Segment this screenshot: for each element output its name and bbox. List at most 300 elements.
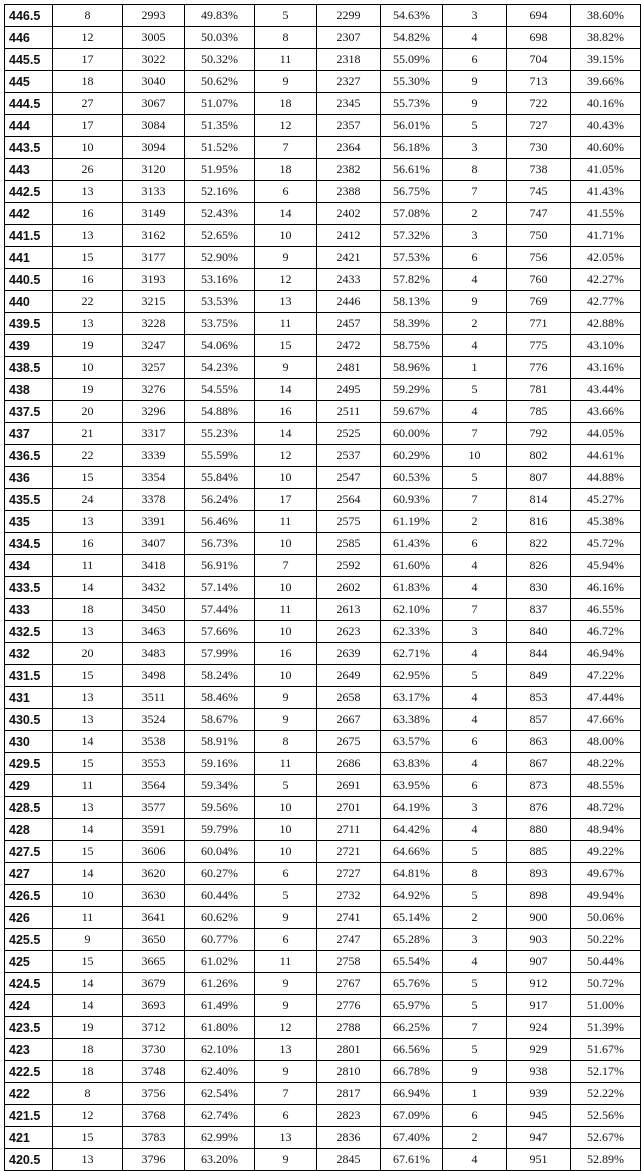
group-b-count-cell: 2: [443, 511, 507, 533]
group-a-count-cell: 10: [255, 621, 317, 643]
group-a-percent-cell: 55.73%: [381, 93, 443, 115]
table-row: [5, 731, 641, 753]
table-row: [5, 379, 641, 401]
table-row: [5, 1017, 641, 1039]
group-b-cumulative-cell: 876: [507, 797, 571, 819]
total-cumulative-cell: 3630: [123, 885, 185, 907]
table-row: [5, 1127, 641, 1149]
group-a-count-cell: 9: [255, 247, 317, 269]
score-cell: 443.5: [5, 137, 53, 159]
group-a-percent-cell: 66.94%: [381, 1083, 443, 1105]
score-cell: 440: [5, 291, 53, 313]
total-count-cell: 15: [53, 951, 123, 973]
group-b-count-cell: 3: [443, 137, 507, 159]
total-percent-cell: 51.35%: [185, 115, 255, 137]
score-cell: 431.5: [5, 665, 53, 687]
group-a-percent-cell: 64.66%: [381, 841, 443, 863]
total-percent-cell: 54.55%: [185, 379, 255, 401]
total-cumulative-cell: 3407: [123, 533, 185, 555]
group-a-cumulative-cell: 2741: [317, 907, 381, 929]
table-row: [5, 951, 641, 973]
table-row: [5, 225, 641, 247]
group-b-cumulative-cell: 785: [507, 401, 571, 423]
total-count-cell: 11: [53, 775, 123, 797]
group-b-count-cell: 5: [443, 115, 507, 137]
group-b-cumulative-cell: 738: [507, 159, 571, 181]
group-a-cumulative-cell: 2495: [317, 379, 381, 401]
total-percent-cell: 56.24%: [185, 489, 255, 511]
group-b-percent-cell: 51.39%: [571, 1017, 641, 1039]
score-cell: 439: [5, 335, 53, 357]
group-a-cumulative-cell: 2836: [317, 1127, 381, 1149]
group-b-count-cell: 5: [443, 379, 507, 401]
total-percent-cell: 49.83%: [185, 5, 255, 27]
group-a-count-cell: 9: [255, 995, 317, 1017]
group-a-cumulative-cell: 2845: [317, 1149, 381, 1171]
group-b-percent-cell: 45.94%: [571, 555, 641, 577]
total-percent-cell: 58.24%: [185, 665, 255, 687]
group-b-count-cell: 4: [443, 269, 507, 291]
group-b-percent-cell: 49.67%: [571, 863, 641, 885]
table-row: [5, 599, 641, 621]
table-row: [5, 335, 641, 357]
total-percent-cell: 57.14%: [185, 577, 255, 599]
group-a-count-cell: 11: [255, 951, 317, 973]
group-a-count-cell: 14: [255, 203, 317, 225]
total-cumulative-cell: 3620: [123, 863, 185, 885]
group-b-count-cell: 5: [443, 665, 507, 687]
score-cell: 426: [5, 907, 53, 929]
table-row: [5, 401, 641, 423]
group-b-count-cell: 5: [443, 1039, 507, 1061]
total-cumulative-cell: 2993: [123, 5, 185, 27]
table-row: [5, 49, 641, 71]
total-cumulative-cell: 3317: [123, 423, 185, 445]
group-a-count-cell: 9: [255, 709, 317, 731]
group-a-percent-cell: 55.09%: [381, 49, 443, 71]
score-cell: 431: [5, 687, 53, 709]
group-b-percent-cell: 41.43%: [571, 181, 641, 203]
total-percent-cell: 52.65%: [185, 225, 255, 247]
group-a-cumulative-cell: 2623: [317, 621, 381, 643]
group-b-percent-cell: 49.22%: [571, 841, 641, 863]
total-cumulative-cell: 3511: [123, 687, 185, 709]
score-cell: 420.5: [5, 1149, 53, 1171]
table-row: [5, 313, 641, 335]
group-b-cumulative-cell: 945: [507, 1105, 571, 1127]
group-b-percent-cell: 46.94%: [571, 643, 641, 665]
group-a-cumulative-cell: 2537: [317, 445, 381, 467]
group-a-percent-cell: 57.32%: [381, 225, 443, 247]
group-b-count-cell: 5: [443, 841, 507, 863]
total-cumulative-cell: 3756: [123, 1083, 185, 1105]
score-cell: 423: [5, 1039, 53, 1061]
group-a-percent-cell: 56.01%: [381, 115, 443, 137]
group-b-cumulative-cell: 730: [507, 137, 571, 159]
group-b-percent-cell: 46.16%: [571, 577, 641, 599]
total-count-cell: 15: [53, 247, 123, 269]
group-b-cumulative-cell: 840: [507, 621, 571, 643]
total-count-cell: 26: [53, 159, 123, 181]
group-a-percent-cell: 57.82%: [381, 269, 443, 291]
group-b-cumulative-cell: 880: [507, 819, 571, 841]
total-count-cell: 19: [53, 335, 123, 357]
total-cumulative-cell: 3679: [123, 973, 185, 995]
group-a-cumulative-cell: 2721: [317, 841, 381, 863]
group-b-percent-cell: 48.55%: [571, 775, 641, 797]
group-a-count-cell: 18: [255, 93, 317, 115]
score-cell: 446.5: [5, 5, 53, 27]
group-a-percent-cell: 57.08%: [381, 203, 443, 225]
table-row: [5, 753, 641, 775]
total-cumulative-cell: 3354: [123, 467, 185, 489]
score-cell: 433: [5, 599, 53, 621]
total-count-cell: 21: [53, 423, 123, 445]
total-percent-cell: 52.43%: [185, 203, 255, 225]
total-count-cell: 18: [53, 71, 123, 93]
total-count-cell: 14: [53, 863, 123, 885]
group-a-percent-cell: 58.75%: [381, 335, 443, 357]
group-b-cumulative-cell: 713: [507, 71, 571, 93]
total-count-cell: 16: [53, 269, 123, 291]
group-a-cumulative-cell: 2412: [317, 225, 381, 247]
total-cumulative-cell: 3247: [123, 335, 185, 357]
group-b-count-cell: 8: [443, 159, 507, 181]
group-b-percent-cell: 44.05%: [571, 423, 641, 445]
group-b-percent-cell: 40.60%: [571, 137, 641, 159]
total-percent-cell: 53.75%: [185, 313, 255, 335]
score-cell: 424.5: [5, 973, 53, 995]
group-a-count-cell: 9: [255, 1061, 317, 1083]
total-cumulative-cell: 3120: [123, 159, 185, 181]
group-b-cumulative-cell: 951: [507, 1149, 571, 1171]
group-a-percent-cell: 64.92%: [381, 885, 443, 907]
table-row: [5, 995, 641, 1017]
score-cell: 445.5: [5, 49, 53, 71]
table-row: [5, 687, 641, 709]
group-b-count-cell: 2: [443, 1127, 507, 1149]
group-a-count-cell: 13: [255, 291, 317, 313]
table-row: [5, 115, 641, 137]
group-b-percent-cell: 40.16%: [571, 93, 641, 115]
total-count-cell: 13: [53, 181, 123, 203]
total-count-cell: 27: [53, 93, 123, 115]
group-b-cumulative-cell: 814: [507, 489, 571, 511]
group-a-count-cell: 7: [255, 137, 317, 159]
group-a-percent-cell: 59.29%: [381, 379, 443, 401]
group-b-count-cell: 3: [443, 225, 507, 247]
total-count-cell: 18: [53, 599, 123, 621]
table-row: [5, 973, 641, 995]
total-cumulative-cell: 3215: [123, 291, 185, 313]
score-cell: 441.5: [5, 225, 53, 247]
total-count-cell: 13: [53, 687, 123, 709]
group-a-count-cell: 11: [255, 49, 317, 71]
score-cell: 429.5: [5, 753, 53, 775]
total-cumulative-cell: 3796: [123, 1149, 185, 1171]
group-a-count-cell: 10: [255, 797, 317, 819]
group-b-count-cell: 4: [443, 401, 507, 423]
group-b-count-cell: 9: [443, 1061, 507, 1083]
total-percent-cell: 62.99%: [185, 1127, 255, 1149]
table-row: [5, 885, 641, 907]
total-percent-cell: 51.07%: [185, 93, 255, 115]
total-percent-cell: 62.74%: [185, 1105, 255, 1127]
group-b-cumulative-cell: 802: [507, 445, 571, 467]
total-count-cell: 11: [53, 555, 123, 577]
score-cell: 442: [5, 203, 53, 225]
score-cell: 422: [5, 1083, 53, 1105]
score-cell: 436.5: [5, 445, 53, 467]
table-row: [5, 5, 641, 27]
group-b-count-cell: 6: [443, 1105, 507, 1127]
total-percent-cell: 55.23%: [185, 423, 255, 445]
total-count-cell: 14: [53, 995, 123, 1017]
group-b-cumulative-cell: 903: [507, 929, 571, 951]
group-a-cumulative-cell: 2732: [317, 885, 381, 907]
group-a-cumulative-cell: 2639: [317, 643, 381, 665]
group-a-percent-cell: 62.71%: [381, 643, 443, 665]
group-b-count-cell: 4: [443, 27, 507, 49]
group-a-count-cell: 7: [255, 555, 317, 577]
total-count-cell: 15: [53, 753, 123, 775]
score-cell: 426.5: [5, 885, 53, 907]
group-a-count-cell: 10: [255, 577, 317, 599]
total-percent-cell: 60.62%: [185, 907, 255, 929]
group-a-count-cell: 11: [255, 599, 317, 621]
total-cumulative-cell: 3339: [123, 445, 185, 467]
total-cumulative-cell: 3296: [123, 401, 185, 423]
group-b-percent-cell: 45.27%: [571, 489, 641, 511]
group-b-cumulative-cell: 830: [507, 577, 571, 599]
group-b-count-cell: 6: [443, 533, 507, 555]
group-a-percent-cell: 64.81%: [381, 863, 443, 885]
group-a-percent-cell: 67.61%: [381, 1149, 443, 1171]
group-a-percent-cell: 67.40%: [381, 1127, 443, 1149]
score-cell: 444: [5, 115, 53, 137]
group-b-count-cell: 4: [443, 753, 507, 775]
group-b-percent-cell: 51.00%: [571, 995, 641, 1017]
table-row: [5, 467, 641, 489]
group-b-count-cell: 7: [443, 423, 507, 445]
group-a-count-cell: 11: [255, 753, 317, 775]
group-b-count-cell: 2: [443, 313, 507, 335]
table-row: [5, 775, 641, 797]
group-a-cumulative-cell: 2613: [317, 599, 381, 621]
group-b-cumulative-cell: 745: [507, 181, 571, 203]
group-a-count-cell: 9: [255, 71, 317, 93]
group-b-cumulative-cell: 867: [507, 753, 571, 775]
total-cumulative-cell: 3067: [123, 93, 185, 115]
group-b-percent-cell: 50.44%: [571, 951, 641, 973]
total-cumulative-cell: 3094: [123, 137, 185, 159]
total-percent-cell: 61.02%: [185, 951, 255, 973]
group-a-count-cell: 12: [255, 1017, 317, 1039]
group-a-count-cell: 9: [255, 357, 317, 379]
group-b-percent-cell: 43.44%: [571, 379, 641, 401]
total-count-cell: 13: [53, 511, 123, 533]
group-b-percent-cell: 48.22%: [571, 753, 641, 775]
total-count-cell: 13: [53, 797, 123, 819]
group-a-percent-cell: 66.56%: [381, 1039, 443, 1061]
group-a-percent-cell: 62.10%: [381, 599, 443, 621]
total-cumulative-cell: 3228: [123, 313, 185, 335]
group-b-cumulative-cell: 857: [507, 709, 571, 731]
table-row: [5, 489, 641, 511]
group-a-percent-cell: 63.38%: [381, 709, 443, 731]
group-a-count-cell: 18: [255, 159, 317, 181]
group-b-cumulative-cell: 822: [507, 533, 571, 555]
group-b-cumulative-cell: 947: [507, 1127, 571, 1149]
total-cumulative-cell: 3748: [123, 1061, 185, 1083]
total-count-cell: 22: [53, 291, 123, 313]
group-b-cumulative-cell: 722: [507, 93, 571, 115]
score-cell: 446: [5, 27, 53, 49]
table-row: [5, 291, 641, 313]
group-a-cumulative-cell: 2810: [317, 1061, 381, 1083]
table-row: [5, 423, 641, 445]
group-b-cumulative-cell: 694: [507, 5, 571, 27]
group-a-count-cell: 5: [255, 5, 317, 27]
total-percent-cell: 62.40%: [185, 1061, 255, 1083]
total-count-cell: 20: [53, 643, 123, 665]
total-cumulative-cell: 3665: [123, 951, 185, 973]
total-count-cell: 17: [53, 49, 123, 71]
group-a-percent-cell: 63.83%: [381, 753, 443, 775]
group-a-percent-cell: 54.63%: [381, 5, 443, 27]
group-b-percent-cell: 52.56%: [571, 1105, 641, 1127]
table-row: [5, 357, 641, 379]
group-b-count-cell: 7: [443, 599, 507, 621]
group-a-percent-cell: 58.96%: [381, 357, 443, 379]
group-b-count-cell: 4: [443, 1149, 507, 1171]
score-cell: 434: [5, 555, 53, 577]
total-count-cell: 9: [53, 929, 123, 951]
total-cumulative-cell: 3418: [123, 555, 185, 577]
group-b-cumulative-cell: 900: [507, 907, 571, 929]
group-b-percent-cell: 52.67%: [571, 1127, 641, 1149]
total-cumulative-cell: 3149: [123, 203, 185, 225]
total-count-cell: 18: [53, 1061, 123, 1083]
group-b-count-cell: 10: [443, 445, 507, 467]
total-cumulative-cell: 3005: [123, 27, 185, 49]
group-a-percent-cell: 62.33%: [381, 621, 443, 643]
total-cumulative-cell: 3450: [123, 599, 185, 621]
total-count-cell: 14: [53, 577, 123, 599]
total-cumulative-cell: 3162: [123, 225, 185, 247]
group-b-percent-cell: 41.05%: [571, 159, 641, 181]
group-a-cumulative-cell: 2525: [317, 423, 381, 445]
total-percent-cell: 57.44%: [185, 599, 255, 621]
total-cumulative-cell: 3463: [123, 621, 185, 643]
total-count-cell: 12: [53, 1105, 123, 1127]
group-a-cumulative-cell: 2318: [317, 49, 381, 71]
group-b-percent-cell: 43.10%: [571, 335, 641, 357]
total-percent-cell: 60.27%: [185, 863, 255, 885]
group-b-cumulative-cell: 929: [507, 1039, 571, 1061]
group-a-cumulative-cell: 2307: [317, 27, 381, 49]
group-a-cumulative-cell: 2675: [317, 731, 381, 753]
group-a-count-cell: 9: [255, 907, 317, 929]
group-a-percent-cell: 56.61%: [381, 159, 443, 181]
group-b-count-cell: 3: [443, 5, 507, 27]
total-cumulative-cell: 3650: [123, 929, 185, 951]
group-a-percent-cell: 60.53%: [381, 467, 443, 489]
table-row: [5, 929, 641, 951]
group-a-cumulative-cell: 2701: [317, 797, 381, 819]
group-a-count-cell: 9: [255, 1149, 317, 1171]
group-a-cumulative-cell: 2602: [317, 577, 381, 599]
group-b-count-cell: 4: [443, 687, 507, 709]
group-a-cumulative-cell: 2727: [317, 863, 381, 885]
group-a-cumulative-cell: 2511: [317, 401, 381, 423]
score-cell: 438: [5, 379, 53, 401]
group-b-cumulative-cell: 807: [507, 467, 571, 489]
score-cell: 421.5: [5, 1105, 53, 1127]
score-cell: 441: [5, 247, 53, 269]
group-a-cumulative-cell: 2472: [317, 335, 381, 357]
group-a-percent-cell: 67.09%: [381, 1105, 443, 1127]
group-a-percent-cell: 61.83%: [381, 577, 443, 599]
group-b-percent-cell: 39.15%: [571, 49, 641, 71]
group-a-count-cell: 6: [255, 181, 317, 203]
total-count-cell: 8: [53, 1083, 123, 1105]
score-cell: 428.5: [5, 797, 53, 819]
group-a-cumulative-cell: 2667: [317, 709, 381, 731]
table-row: [5, 643, 641, 665]
table-row: [5, 797, 641, 819]
total-cumulative-cell: 3538: [123, 731, 185, 753]
group-a-count-cell: 8: [255, 27, 317, 49]
group-b-percent-cell: 49.94%: [571, 885, 641, 907]
group-a-count-cell: 10: [255, 665, 317, 687]
total-percent-cell: 55.59%: [185, 445, 255, 467]
group-b-cumulative-cell: 849: [507, 665, 571, 687]
total-count-cell: 10: [53, 137, 123, 159]
group-b-percent-cell: 46.72%: [571, 621, 641, 643]
table-row: [5, 93, 641, 115]
total-percent-cell: 59.56%: [185, 797, 255, 819]
group-b-count-cell: 3: [443, 797, 507, 819]
group-b-count-cell: 7: [443, 489, 507, 511]
group-a-cumulative-cell: 2649: [317, 665, 381, 687]
group-b-percent-cell: 38.82%: [571, 27, 641, 49]
table-row: [5, 841, 641, 863]
total-cumulative-cell: 3524: [123, 709, 185, 731]
group-a-percent-cell: 58.13%: [381, 291, 443, 313]
total-percent-cell: 60.77%: [185, 929, 255, 951]
group-a-count-cell: 6: [255, 863, 317, 885]
table-row: [5, 577, 641, 599]
group-a-percent-cell: 63.17%: [381, 687, 443, 709]
group-b-percent-cell: 46.55%: [571, 599, 641, 621]
score-cell: 427: [5, 863, 53, 885]
group-a-count-cell: 9: [255, 973, 317, 995]
total-cumulative-cell: 3084: [123, 115, 185, 137]
group-a-count-cell: 10: [255, 533, 317, 555]
table-row: [5, 203, 641, 225]
group-b-count-cell: 6: [443, 775, 507, 797]
group-a-count-cell: 14: [255, 379, 317, 401]
score-cell: 436: [5, 467, 53, 489]
group-a-percent-cell: 61.43%: [381, 533, 443, 555]
total-percent-cell: 52.90%: [185, 247, 255, 269]
group-b-count-cell: 6: [443, 731, 507, 753]
group-a-cumulative-cell: 2592: [317, 555, 381, 577]
total-percent-cell: 63.20%: [185, 1149, 255, 1171]
group-a-count-cell: 13: [255, 1039, 317, 1061]
total-cumulative-cell: 3606: [123, 841, 185, 863]
